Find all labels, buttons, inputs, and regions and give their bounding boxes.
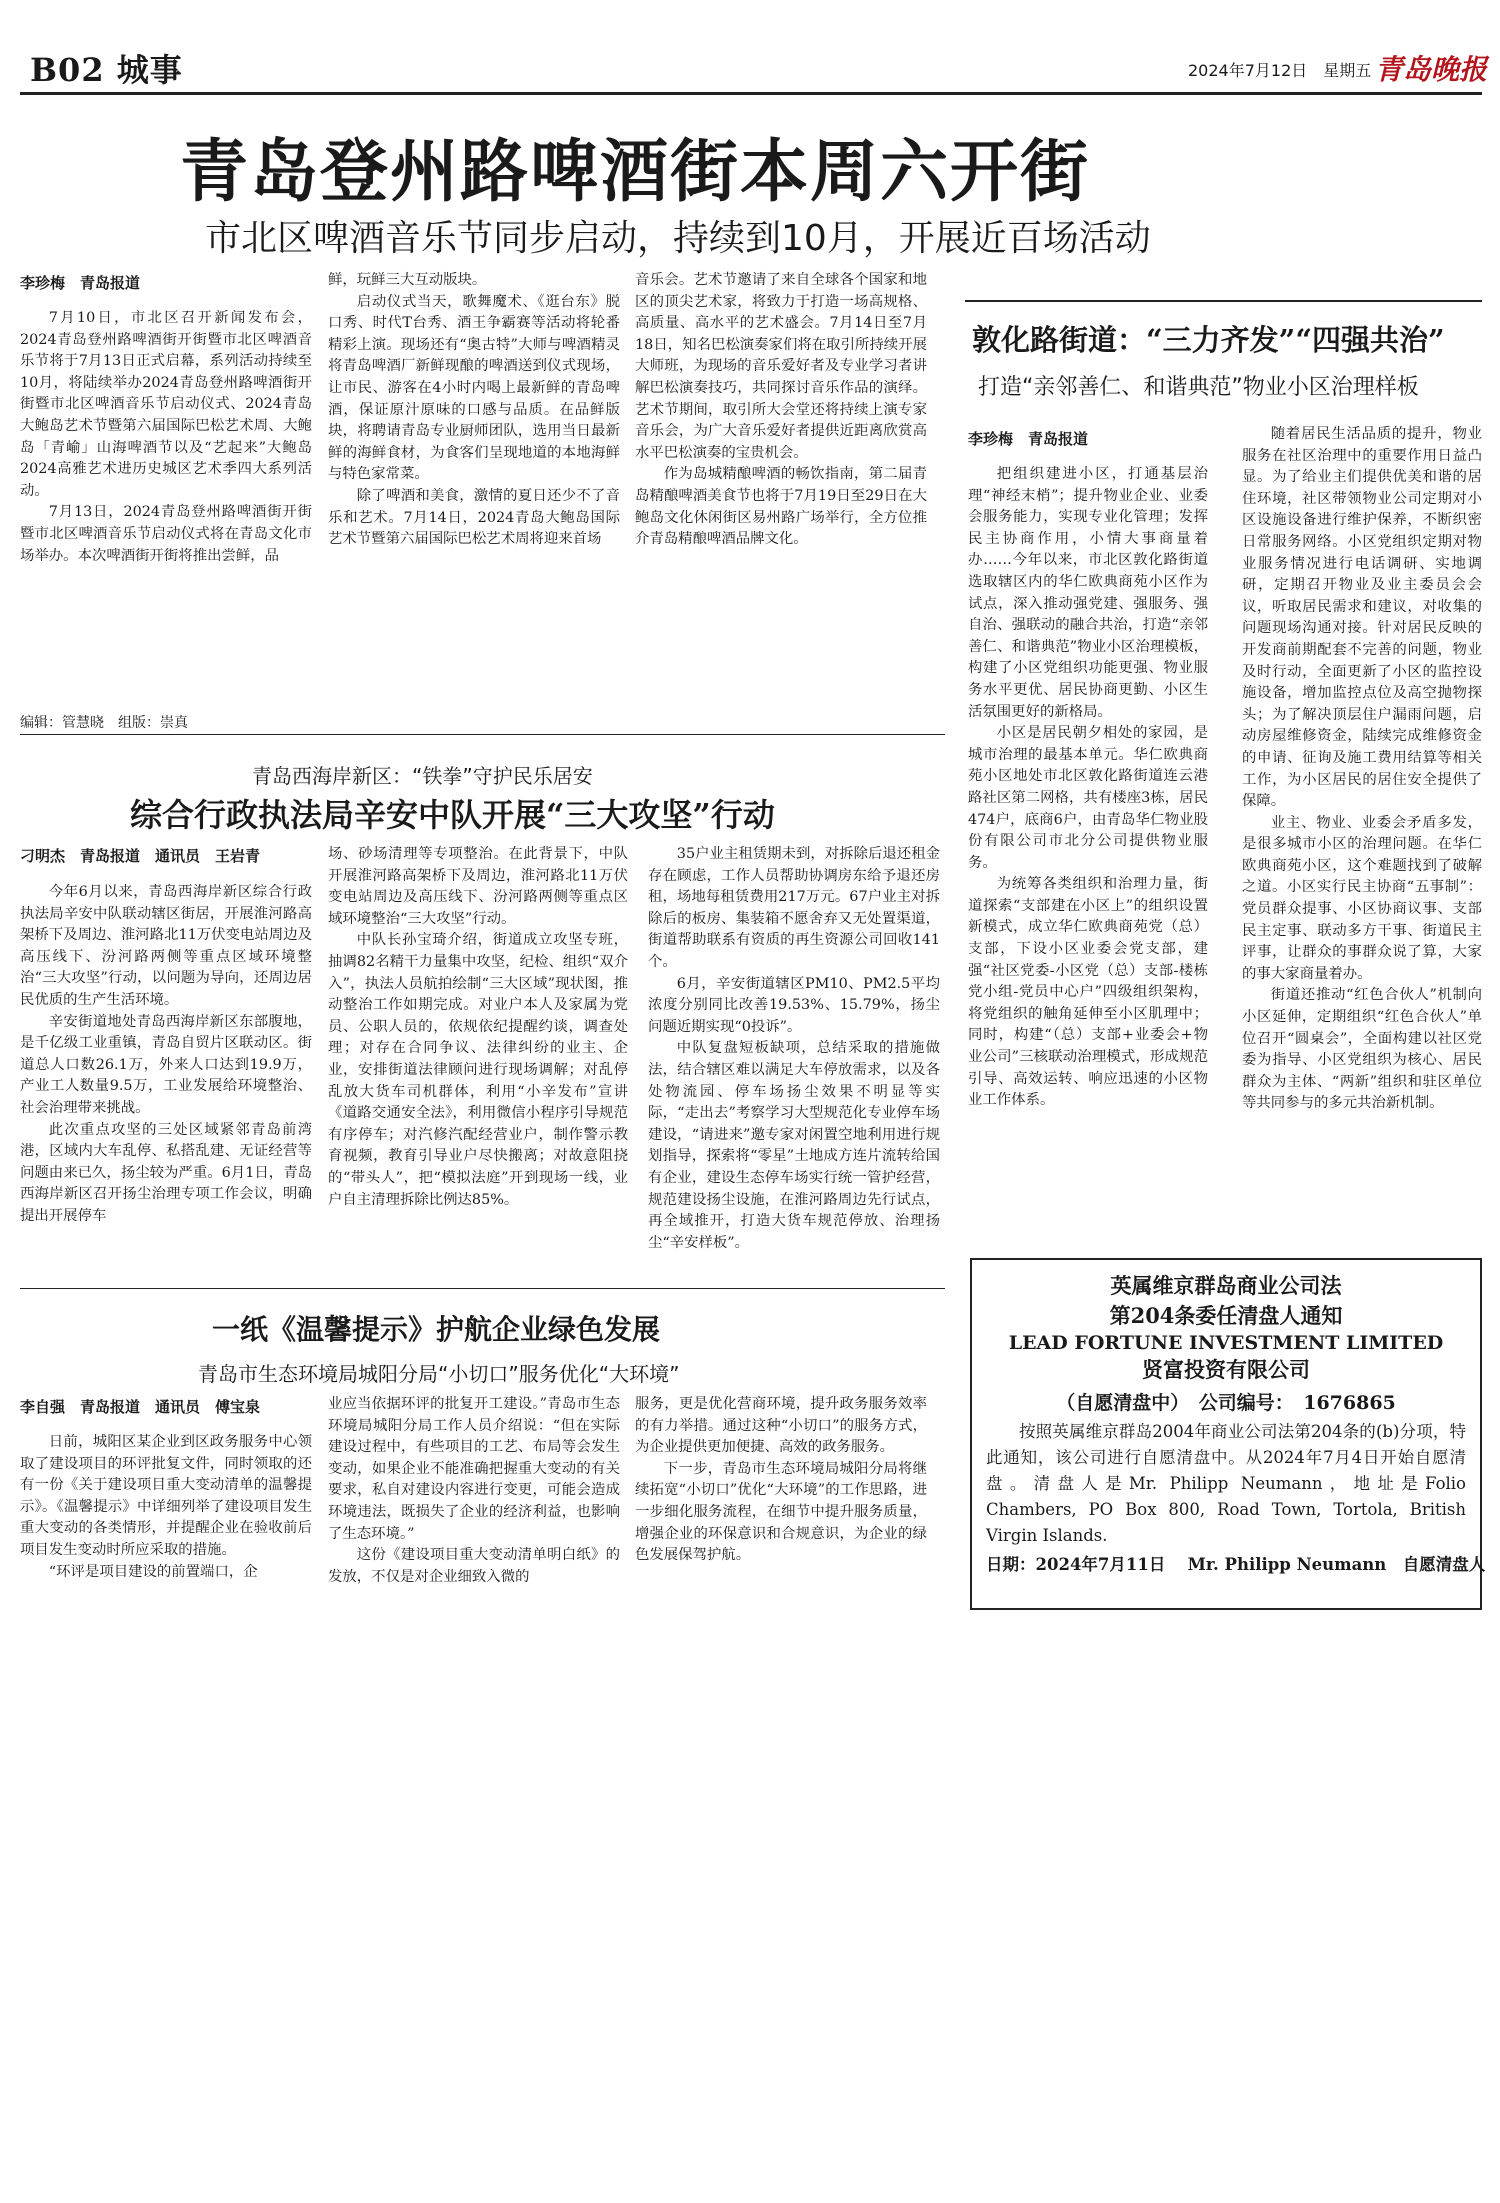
editor-credit: 编辑：管慧晓 组版：崇真	[20, 715, 188, 731]
bottom-column-3	[635, 1394, 927, 1612]
mid-para-3: 此次重点攻坚的三处区域紧邻青岛前湾港，区域内大车乱停、私搭乱建、无证经营等问题由来已久，扬尘较为严重。6月1日，青岛西海岸新区召开扬尘治理专项工作会议，明确提出开展停车	[20, 1121, 312, 1224]
side-para-5: 业主、物业、业委会矛盾多发，是很多城市小区的治理问题。在华仁欧典商苑小区，这个难题找到了破解之道。小区实行民主协商“五事制”：党员群众提事、小区协商议事、支部民主定事、联动多方干事、街道民主评事，让群众的事群众说了算，大家的事大家商量着办。	[1242, 814, 1482, 982]
lead-para-5: 除了啤酒和美食，激情的夏日还少不了音乐和艺术。7月14日，2024青岛大鲍岛国际艺术节暨第六届国际巴松艺术周将迎来首场	[328, 487, 620, 548]
mid-column-1	[20, 882, 312, 1242]
mid-column-2	[328, 844, 628, 1242]
bottom-para-5: 服务，更是优化营商环境，提升政务服务效率的有力举措。通过这种“小切口”的服务方式，为企业提供更加便捷、高效的政务服务。	[635, 1396, 927, 1456]
side-subheadline: 打造“亲邻善仁、和谐典范”物业小区治理样板	[978, 375, 1419, 400]
side-para-2: 小区是居民朝夕相处的家园，是城市治理的最基本单元。华仁欧典商苑小区地处市北区敦化路街道连云港路社区第二网格，共有楼座3栋，居民474户，底商6户，由青岛华仁物业股份有限公司市北分公司提供物业服务。	[968, 725, 1208, 871]
bottom-column-2	[328, 1394, 620, 1612]
side-byline: 李珍梅 青岛报道	[968, 430, 1089, 448]
lead-column-2	[328, 270, 620, 704]
side-para-1: 把组织建进小区，打通基层治理“神经末梢”；提升物业企业、业委会服务能力，实现专业化管理；发挥民主协商作用，小情大事商量着办……今年以来，市北区敦化路街道选取辖区内的华仁欧典商苑小区作为试点，深入推动强党建、强服务、强自治、强联动的融合共治，打造“亲邻善仁、和谐典范”物业小区治理模板，构建了小区党组织功能更强、物业服务水平更优、居民协商更勤、小区生活氛围更好的新格局。	[968, 466, 1208, 720]
mid-para-8: 中队复盘短板缺项，总结采取的措施做法，结合辖区难以满足大车停放需求，以及各处物流园、停车场扬尘效果不明显等实际，“走出去”考察学习大型规范化专业停车场建设，“请进来”邀专家对闲置空地利用进行规划指导，探索将“零星”土地成方连片流转给国有企业，建设生态停车场实行统一管护经营，规范建设扬尘设施，在淮河路周边先行试点，再全域推开，打造大货车规范停放、治理扬尘“辛安样板”。	[648, 1040, 940, 1251]
newspaper-logo: 青岛晚报	[1375, 53, 1488, 86]
bottom-byline: 李自强 青岛报道 通讯员 傅宝泉	[20, 1398, 261, 1416]
lead-para-3: 鲜，玩鲜三大互动版块。	[328, 272, 487, 288]
side-headline: 敦化路街道：“三力齐发”“四强共治”	[972, 323, 1445, 357]
bottom-column-1	[20, 1432, 312, 1612]
bottom-para-6: 下一步，青岛市生态环境局城阳分局将继续拓宽“小切口”优化“大环境”的工作思路，进一步细化服务流程，在细节中提升服务质量，增强企业的环保意识和合规意识，为企业的绿色发展保驾护航。	[635, 1460, 927, 1564]
mid-column-3	[648, 844, 940, 1251]
notice-line-1: 英属维京群岛商业公司法	[1110, 1273, 1342, 1298]
notice-company-cn: 贤富投资有限公司	[1142, 1357, 1310, 1382]
lead-para-7: 作为岛城精酿啤酒的畅饮指南，第二届青岛精酿啤酒美食节也将于7月19日至29日在大鲍岛文化休闲街区易州路广场举行，全方位推介青岛精酿啤酒品牌文化。	[635, 466, 927, 548]
side-top-rule	[965, 300, 1482, 302]
bottom-headline: 一纸《温馨提示》护航企业绿色发展	[212, 1313, 661, 1346]
side-para-3: 为统筹各类组织和治理力量，街道探索“支部建在小区上”的组织设置新模式，成立华仁欧典商苑党（总）支部，下设小区业委会党支部，建强“社区党委-小区党（总）支部-楼栋党小组-党员中心户”四级组织架构，将党组织的触角延伸至小区肌理中；同时，构建“（总）支部+业委会+物业公司”三核联动治理模式，形成规范引导、高效运转、响应迅速的小区物业工作体系。	[968, 876, 1208, 1109]
header-rule	[20, 92, 1482, 95]
mid-para-7: 6月，辛安街道辖区PM10、PM2.5平均浓度分别同比改善19.53%、15.79%，扬尘问题近期实现“0投诉”。	[648, 975, 940, 1035]
issue-date: 2024年7月12日 星期五	[1188, 61, 1372, 80]
side-column-2	[1242, 424, 1482, 1356]
mid-para-1: 今年6月以来，青岛西海岸新区综合行政执法局辛安中队联动辖区街居，开展淮河路高架桥下及周边、淮河路北11万伏变电站周边及高压线下、汾河路两侧等重点区域环境整治“三大攻坚”行动，以问题为导向，还周边居民优质的生产生活环境。	[20, 884, 312, 1008]
mid-para-6: 35户业主租赁期未到，对拆除后退还租金存在顾虑，工作人员帮助协调房东给予退还房租，场地每租赁费用217万元。67户业主对拆除后的板房、集装箱不愿舍弃又无处置渠道，街道帮助联系有资质的再生资源公司回收141个。	[648, 846, 940, 970]
mid-para-4: 场、砂场清理等专项整治。在此背景下，中队开展淮河路高架桥下及周边，淮河路北11万伏变电站周边及高压线下、汾河路两侧等重点区域环境整治“三大攻坚”行动。	[328, 846, 628, 927]
notice-company-en: LEAD FORTUNE INVESTMENT LIMITED	[1008, 1332, 1444, 1354]
side-para-6: 街道还推动“红色合伙人”机制向小区延伸，定期组织“红色合伙人”单位召开“圆桌会”，全面构建以社区党委为指导、小区党组织为核心、居民群众为主体、“两新”组织和驻区单位等共同参与的多元共治新机制。	[1242, 987, 1482, 1112]
page-section-label: B02 城事	[30, 51, 183, 89]
bottom-para-4: 这份《建设项目重大变动清单明白纸》的发放，不仅是对企业细致入微的	[328, 1547, 620, 1585]
side-column-1	[968, 464, 1208, 1356]
mid-byline: 刁明杰 青岛报道 通讯员 王岩青	[20, 847, 261, 865]
lead-byline: 李珍梅 青岛报道	[20, 274, 141, 292]
liquidation-notice	[970, 1258, 1486, 1610]
bottom-para-1: 日前，城阳区某企业到区政务服务中心领取了建设项目的环评批复文件，同时领取的还有一份《关于建设项目重大变动清单的温馨提示》。《温馨提示》中详细列举了建设项目发生重大变动的各类情形，并提醒企业在验收前后项目发生变动时所应采取的措施。	[20, 1434, 312, 1558]
mid-kicker: 青岛西海岸新区：“铁拳”守护民乐居安	[252, 764, 593, 788]
lead-para-6: 音乐会。艺术节邀请了来自全球各个国家和地区的顶尖艺术家，将致力于打造一场高规格、高质量、高水平的艺术盛会。7月14日至7月18日，知名巴松演奏家们将在取引所持续开展大师班，为现场的音乐爱好者及专业学习者讲解巴松演奏技巧，共同探讨音乐作品的演绎。艺术节期间，取引所大会堂还将持续上演专家音乐会，为广大音乐爱好者提供近距离欣赏高水平巴松演奏的宝贵机会。	[635, 272, 927, 461]
bottom-para-2: “环评是项目建设的前置端口，企	[48, 1563, 258, 1580]
side-para-4: 随着居民生活品质的提升，物业服务在社区治理中的重要作用日益凸显。为了给业主们提供优美和谐的居住环境，社区带领物业公司定期对小区设施设备进行维护保养，不断织密日常服务网络。小区党组织定期对物业服务情况进行电话调研、实地调研，定期召开物业及业主委员会会议，听取居民需求和建议，对收集的问题现场沟通对接。针对居民反映的开发商前期配套不完善的问题，物业及时行动，全面更新了小区的监控设施设备，增加监控点位及高空抛物探头；为了解决顶层住户漏雨问题，启动房屋维修资金，陆续完成维修资金的申请、征询及施工费用结算等相关工作，为小区居民的居住安全提供了保障。	[1242, 426, 1482, 810]
notice-company-number: （自愿清盘中） 公司编号： 1676865	[1056, 1392, 1396, 1414]
bottom-subheadline: 青岛市生态环境局城阳分局“小切口”服务优化“大环境”	[198, 1362, 680, 1386]
lead-para-4: 启动仪式当天，歌舞魔术、《逛台东》脱口秀、时代T台秀、酒王争霸赛等活动将轮番精彩上演。现场还有“奥古特”大师与啤酒精灵将青岛啤酒厂新鲜现酿的啤酒送到仪式现场，让市民、游客在4小时内喝上最新鲜的青岛啤酒，保证原汁原味的口感与品质。在品鲜版块，将聘请青岛专业厨师团队，选用当日最新鲜的海鲜食材，为食客们呈现地道的本地海鲜与特色家常菜。	[328, 293, 620, 483]
lead-para-1: 7月10日，市北区召开新闻发布会，2024青岛登州路啤酒街开街暨市北区啤酒音乐节将于7月13日正式启幕，系列活动持续至10月，将陆续举办2024青岛登州路啤酒街开街暨市北区啤酒音乐节启动仪式、2024青岛大鲍岛艺术节暨第六届国际巴松艺术周、大鲍岛「青崳」山海啤酒节以及“艺起来”大鲍岛2024高雅艺术进历史城区艺术季四大系列活动。	[20, 310, 312, 499]
bottom-para-3: 业应当依据环评的批复开工建设。”青岛市生态环境局城阳分局工作人员介绍说：“但在实际建设过程中，有些项目的工艺、布局等会发生变动，如果企业不能准确把握重大变动的有关要求，私自对建设内容进行变更，可能会造成环境违法，既损失了企业的经济利益，也影响了生态环境。”	[328, 1396, 620, 1542]
lead-column-1	[20, 308, 312, 704]
notice-footer: 日期：2024年7月11日 Mr. Philipp Neumann 自愿清盘人	[986, 1555, 1486, 1574]
mid-headline: 综合行政执法局辛安中队开展“三大攻坚”行动	[130, 796, 775, 834]
mid-para-5: 中队长孙宝琦介绍，街道成立攻坚专班，抽调82名精干力量集中攻坚，纪检、组织“双介入”，执法人员航拍绘制“三大区域”现状图，推动整治工作如期完成。对业户本人及家属为党员、公职人员的，依规依纪提醒约谈，调查处理；对存在合同争议、法律纠纷的业主、企业，安排街道法律顾问进行现场调解；对乱停乱放大货车司机群体，利用“小辛发布”宣讲《道路交通安全法》，利用微信小程序引导规范有序停车；对汽修汽配经营业户，制作警示教育视频，教育引导业户尽快搬离；对故意阻挠的“带头人”，把“模拟法庭”开到现场一线，业户自主清理拆除比例达85%。	[328, 932, 628, 1208]
lead-para-2: 7月13日，2024青岛登州路啤酒街开街暨市北区啤酒音乐节启动仪式将在青岛文化市场举办。本次啤酒街开街将推出尝鲜，品	[20, 504, 312, 564]
lead-headline: 青岛登州路啤酒街本周六开街	[180, 132, 1091, 212]
lead-column-3	[635, 270, 927, 704]
notice-line-2: 第204条委任清盘人通知	[1109, 1303, 1343, 1328]
section-divider-2	[20, 1288, 945, 1289]
notice-body: 按照英属维京群岛2004年商业公司法第204条的(b)分项，特此通知，该公司进行自愿清盘中。从2024年7月4日开始自愿清盘。清盘人是Mr. Philipp Neumann，地址是Folio Chambers, PO Box 800, Road Town, Tortola, British Virgin Islands.	[986, 1422, 1466, 1545]
mid-para-2: 辛安街道地处青岛西海岸新区东部腹地，是千亿级工业重镇，青岛自贸片区联动区。街道总人口数26.1万，外来人口达到19.9万，产业工人数量9.5万，工业发展给环境整治、社会治理带来挑战。	[20, 1013, 312, 1116]
section-divider	[20, 734, 945, 735]
lead-subheadline: 市北区啤酒音乐节同步启动，持续到10月，开展近百场活动	[205, 218, 1151, 259]
